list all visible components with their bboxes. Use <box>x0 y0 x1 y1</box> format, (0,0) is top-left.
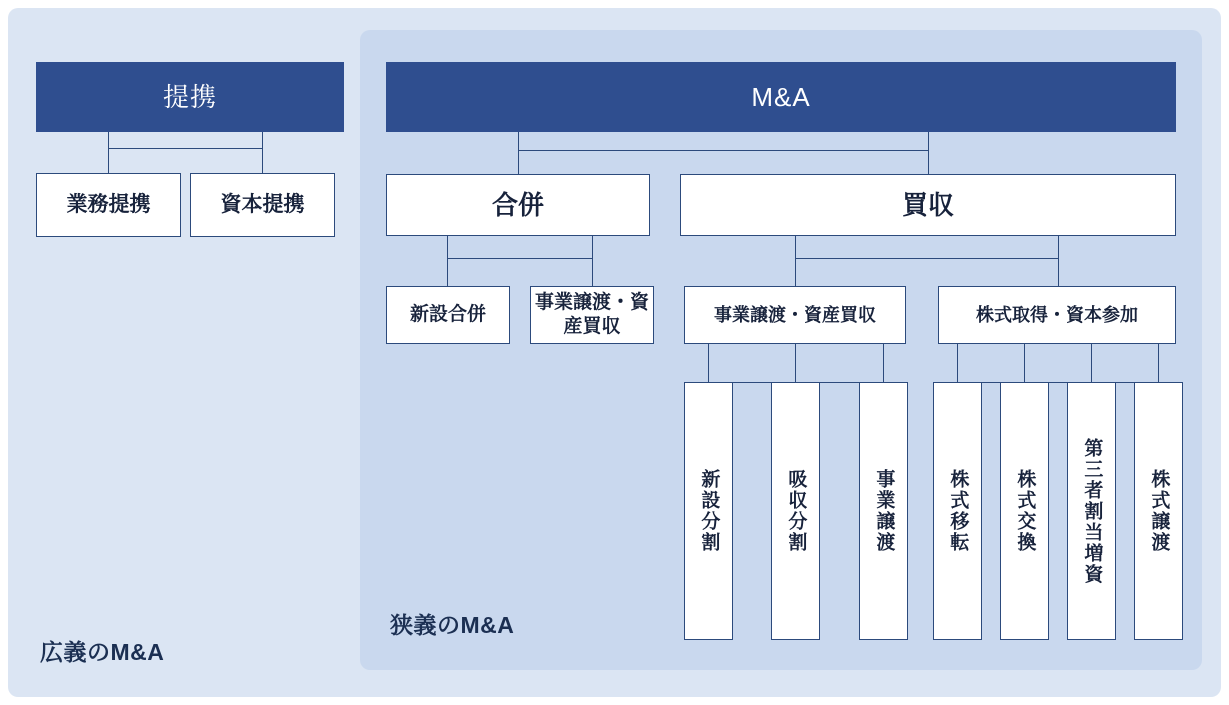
connector-leaf-kabushiki-iten-vertical <box>957 344 958 382</box>
alliance-header-box: 提携 <box>36 62 344 132</box>
connector-leaf-kabushiki-kokan-vertical <box>1024 344 1025 382</box>
alliance-child-shihon: 資本提携 <box>190 173 335 237</box>
connector-merger-horizontal <box>447 258 593 259</box>
alliance-child-gyomu: 業務提携 <box>36 173 181 237</box>
connector-merger-absorb-vertical <box>592 236 593 286</box>
connector-leaf-kabushiki-joto-vertical <box>1158 344 1159 382</box>
connector-ma-acquisition-vertical <box>928 132 929 174</box>
leaf-kabushiki-joto: 株式譲渡 <box>1134 382 1183 640</box>
connector-leaf-jigyo-joto-vertical <box>883 344 884 382</box>
connector-alliance-left-vertical <box>108 132 109 173</box>
connector-leaf-daisansha-vertical <box>1091 344 1092 382</box>
connector-alliance-horizontal <box>108 148 263 149</box>
leaf-shinsetsu-bunkatsu: 新設分割 <box>684 382 733 640</box>
ma-header-box: M&A <box>386 62 1176 132</box>
connector-acquisition-jigyo-vertical <box>795 236 796 286</box>
connector-acquisition-kabushiki-vertical <box>1058 236 1059 286</box>
connector-leaf-shinsetsu-bunkatsu-vertical <box>708 344 709 382</box>
merger-child-kyushu: 事業譲渡・資産買収 <box>530 286 654 344</box>
leaf-jigyo-joto: 事業譲渡 <box>859 382 908 640</box>
connector-share-acquisition-horizontal <box>957 382 1159 383</box>
acquisition-child-share-acquisition: 株式取得・資本参加 <box>938 286 1176 344</box>
connector-leaf-kyushu-bunkatsu-vertical <box>795 344 796 382</box>
merger-box: 合併 <box>386 174 650 236</box>
connector-acquisition-horizontal <box>795 258 1059 259</box>
acquisition-child-business-transfer: 事業譲渡・資産買収 <box>684 286 906 344</box>
merger-child-shinsetsu: 新設合併 <box>386 286 510 344</box>
broad-ma-caption: 広義のM&A <box>40 639 165 665</box>
leaf-kyushu-bunkatsu: 吸収分割 <box>771 382 820 640</box>
connector-alliance-right-vertical <box>262 132 263 173</box>
leaf-kabushiki-kokan: 株式交換 <box>1000 382 1049 640</box>
acquisition-box: 買収 <box>680 174 1176 236</box>
connector-merger-new-vertical <box>447 236 448 286</box>
narrow-ma-caption: 狭義のM&A <box>390 612 515 638</box>
leaf-kabushiki-iten: 株式移転 <box>933 382 982 640</box>
connector-ma-merger-vertical <box>518 132 519 174</box>
leaf-daisansha-wariate-zoshi: 第三者割当増資 <box>1067 382 1116 640</box>
connector-ma-horizontal <box>518 150 929 151</box>
